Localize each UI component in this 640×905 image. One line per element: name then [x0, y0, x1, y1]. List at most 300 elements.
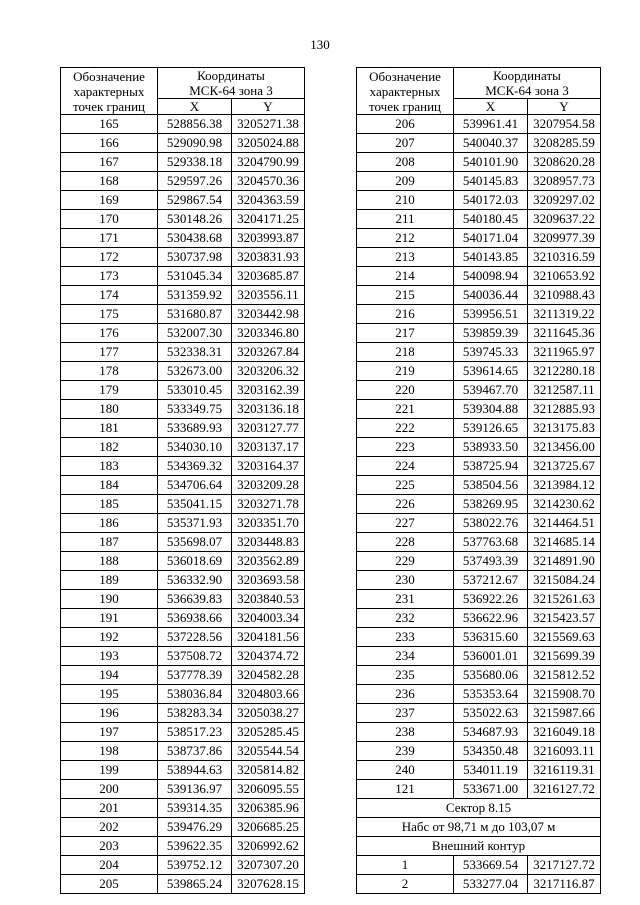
table-row: [357, 134, 601, 153]
x-coordinate: 536922.26: [454, 590, 528, 609]
y-coordinate: 3212280.18: [528, 362, 601, 381]
x-coordinate: 533689.93: [158, 419, 232, 438]
y-coordinate: 3212885.93: [528, 400, 601, 419]
y-coordinate: 3204003.34: [232, 609, 305, 628]
y-coordinate: 3213725.67: [528, 457, 601, 476]
x-coordinate: 529597.26: [158, 172, 232, 191]
point-number: 236: [357, 685, 454, 704]
point-number: 188: [61, 552, 158, 571]
y-coordinate: 3209977.39: [528, 229, 601, 248]
x-coordinate: 532338.31: [158, 343, 232, 362]
y-coordinate: 3208285.59: [528, 134, 601, 153]
y-coordinate: 3217127.72: [528, 856, 601, 875]
point-number: 210: [357, 191, 454, 210]
point-number: 180: [61, 400, 158, 419]
y-coordinate: 3203831.93: [232, 248, 305, 267]
x-header: X: [158, 99, 232, 115]
table-row: [357, 172, 601, 191]
y-coordinate: 3215812.52: [528, 666, 601, 685]
x-coordinate: 538725.94: [454, 457, 528, 476]
point-number: 173: [61, 267, 158, 286]
point-number: 234: [357, 647, 454, 666]
table-row: [61, 514, 305, 533]
x-coordinate: 535680.06: [454, 666, 528, 685]
y-coordinate: 3216127.72: [528, 780, 601, 799]
sector-label: Сектор 8.15: [357, 799, 601, 818]
table-row: [357, 666, 601, 685]
table-row: [357, 704, 601, 723]
x-coordinate: 533349.75: [158, 400, 232, 419]
table-row: [357, 419, 601, 438]
point-number: 193: [61, 647, 158, 666]
point-number: 192: [61, 628, 158, 647]
table-row: [61, 438, 305, 457]
table-row: [357, 229, 601, 248]
table-row: [61, 172, 305, 191]
point-number: 205: [61, 875, 158, 894]
x-coordinate: 538737.86: [158, 742, 232, 761]
table-row: [357, 191, 601, 210]
y-coordinate: 3207954.58: [528, 115, 601, 134]
y-coordinate: 3214891.90: [528, 552, 601, 571]
x-coordinate: 533669.54: [454, 856, 528, 875]
y-coordinate: 3205024.88: [232, 134, 305, 153]
table-row: [357, 115, 601, 134]
y-coordinate: 3208957.73: [528, 172, 601, 191]
x-coordinate: 531359.92: [158, 286, 232, 305]
table-row: [357, 381, 601, 400]
y-coordinate: 3203267.84: [232, 343, 305, 362]
point-number: 184: [61, 476, 158, 495]
x-coordinate: 535041.15: [158, 495, 232, 514]
point-number: 212: [357, 229, 454, 248]
x-coordinate: 534011.19: [454, 761, 528, 780]
x-coordinate: 534030.10: [158, 438, 232, 457]
y-coordinate: 3207307.20: [232, 856, 305, 875]
y-coordinate: 3210988.43: [528, 286, 601, 305]
point-number: 216: [357, 305, 454, 324]
x-coordinate: 534706.64: [158, 476, 232, 495]
point-number: 1: [357, 856, 454, 875]
table-row: [357, 761, 601, 780]
y-coordinate: 3210653.92: [528, 267, 601, 286]
point-number: 197: [61, 723, 158, 742]
point-number: 222: [357, 419, 454, 438]
point-header-line1: Обозначение: [369, 68, 441, 84]
point-number: 171: [61, 229, 158, 248]
y-coordinate: 3215987.66: [528, 704, 601, 723]
y-coordinate: 3205544.54: [232, 742, 305, 761]
point-number: 223: [357, 438, 454, 457]
x-coordinate: 532673.00: [158, 362, 232, 381]
y-coordinate: 3211645.36: [528, 324, 601, 343]
coords-header: Координаты: [158, 68, 305, 84]
point-number: 2: [357, 875, 454, 894]
point-number: 187: [61, 533, 158, 552]
point-number: 121: [357, 780, 454, 799]
x-coordinate: 539622.35: [158, 837, 232, 856]
y-coordinate: 3214685.14: [528, 533, 601, 552]
y-coordinate: 3209297.02: [528, 191, 601, 210]
x-coordinate: 534369.32: [158, 457, 232, 476]
contour-table-body: [357, 856, 601, 894]
point-number: 168: [61, 172, 158, 191]
x-coordinate: 540036.44: [454, 286, 528, 305]
point-number: 229: [357, 552, 454, 571]
x-coordinate: 539126.65: [454, 419, 528, 438]
x-coordinate: 539467.70: [454, 381, 528, 400]
table-row: [357, 476, 601, 495]
point-number: 203: [61, 837, 158, 856]
table-row: [61, 153, 305, 172]
table-row: [357, 571, 601, 590]
point-number: 206: [357, 115, 454, 134]
x-coordinate: 536639.83: [158, 590, 232, 609]
y-coordinate: 3203840.53: [232, 590, 305, 609]
y-coordinate: 3212587.11: [528, 381, 601, 400]
point-number: 195: [61, 685, 158, 704]
x-coordinate: 536938.66: [158, 609, 232, 628]
x-coordinate: 534350.48: [454, 742, 528, 761]
y-coordinate: 3211319.22: [528, 305, 601, 324]
point-number: 178: [61, 362, 158, 381]
y-header: Y: [528, 99, 601, 115]
table-row: [357, 153, 601, 172]
y-coordinate: 3203346.80: [232, 324, 305, 343]
point-number: 225: [357, 476, 454, 495]
y-coordinate: 3204582.28: [232, 666, 305, 685]
x-coordinate: 538022.76: [454, 514, 528, 533]
point-number: 221: [357, 400, 454, 419]
y-coordinate: 3203162.39: [232, 381, 305, 400]
x-coordinate: 531680.87: [158, 305, 232, 324]
coordinates-table-right: [356, 67, 601, 894]
table-row: [357, 875, 601, 894]
point-number: 227: [357, 514, 454, 533]
table-row: [61, 495, 305, 514]
x-coordinate: 537212.67: [454, 571, 528, 590]
point-number: 230: [357, 571, 454, 590]
y-coordinate: 3203556.11: [232, 286, 305, 305]
y-coordinate: 3211965.97: [528, 343, 601, 362]
y-coordinate: 3203206.32: [232, 362, 305, 381]
y-coordinate: 3205038.27: [232, 704, 305, 723]
x-coordinate: 537778.39: [158, 666, 232, 685]
y-coordinate: 3215423.57: [528, 609, 601, 628]
point-number: 185: [61, 495, 158, 514]
x-coordinate: 536315.60: [454, 628, 528, 647]
x-coordinate: 536332.90: [158, 571, 232, 590]
y-coordinate: 3203209.28: [232, 476, 305, 495]
x-coordinate: 539865.24: [158, 875, 232, 894]
y-coordinate: 3203137.17: [232, 438, 305, 457]
x-coordinate: 538504.56: [454, 476, 528, 495]
y-coordinate: 3210316.59: [528, 248, 601, 267]
point-number: 217: [357, 324, 454, 343]
table-row: [357, 742, 601, 761]
right-table-sector: [357, 799, 601, 856]
table-row: [61, 362, 305, 381]
x-coordinate: 538933.50: [454, 438, 528, 457]
point-number: 218: [357, 343, 454, 362]
x-coordinate: 540098.94: [454, 267, 528, 286]
y-coordinate: 3209637.22: [528, 210, 601, 229]
table-row: [61, 305, 305, 324]
x-coordinate: 539614.65: [454, 362, 528, 381]
point-number: 231: [357, 590, 454, 609]
x-coordinate: 536001.01: [454, 647, 528, 666]
y-coordinate: 3205814.82: [232, 761, 305, 780]
y-coordinate: 3213175.83: [528, 419, 601, 438]
x-coordinate: 532007.30: [158, 324, 232, 343]
system-header: МСК-64 зона 3: [158, 83, 305, 99]
x-coordinate: 533671.00: [454, 780, 528, 799]
x-coordinate: 529338.18: [158, 153, 232, 172]
height-label: Набс от 98,71 м до 103,07 м: [357, 818, 601, 837]
point-number: 172: [61, 248, 158, 267]
point-number: 174: [61, 286, 158, 305]
table-row: [61, 381, 305, 400]
point-number: 202: [61, 818, 158, 837]
table-row: [61, 419, 305, 438]
x-coordinate: 529090.98: [158, 134, 232, 153]
table-row: [61, 666, 305, 685]
x-coordinate: 539476.29: [158, 818, 232, 837]
point-number: 167: [61, 153, 158, 172]
table-row: [357, 400, 601, 419]
point-header-line1: Обозначение: [73, 68, 145, 84]
table-row: [61, 818, 305, 837]
y-coordinate: 3216093.11: [528, 742, 601, 761]
x-coordinate: 537763.68: [454, 533, 528, 552]
table-row: [357, 343, 601, 362]
point-number: 220: [357, 381, 454, 400]
table-row: [61, 457, 305, 476]
y-coordinate: 3204803.66: [232, 685, 305, 704]
point-number: 208: [357, 153, 454, 172]
table-row: [357, 457, 601, 476]
y-coordinate: 3213456.00: [528, 438, 601, 457]
table-row: [357, 438, 601, 457]
y-coordinate: 3204171.25: [232, 210, 305, 229]
point-number: 179: [61, 381, 158, 400]
point-number: 239: [357, 742, 454, 761]
left-table-body: [61, 115, 305, 894]
coordinates-table-left: [60, 67, 305, 894]
point-number: 204: [61, 856, 158, 875]
point-number: 213: [357, 248, 454, 267]
table-row: [357, 514, 601, 533]
point-number: 183: [61, 457, 158, 476]
y-coordinate: 3206095.55: [232, 780, 305, 799]
table-row: [357, 628, 601, 647]
table-row: [357, 533, 601, 552]
y-coordinate: 3203164.37: [232, 457, 305, 476]
y-coordinate: 3203685.87: [232, 267, 305, 286]
table-row: [61, 780, 305, 799]
point-number: 215: [357, 286, 454, 305]
y-coordinate: 3203562.89: [232, 552, 305, 571]
x-coordinate: 538517.23: [158, 723, 232, 742]
table-row: [357, 609, 601, 628]
table-row: [61, 856, 305, 875]
y-coordinate: 3206385.96: [232, 799, 305, 818]
table-row: [61, 286, 305, 305]
x-coordinate: 535353.64: [454, 685, 528, 704]
table-row: [61, 248, 305, 267]
x-coordinate: 536622.96: [454, 609, 528, 628]
y-coordinate: 3203271.78: [232, 495, 305, 514]
table-row: [61, 628, 305, 647]
x-header: X: [454, 99, 528, 115]
point-number: 232: [357, 609, 454, 628]
x-coordinate: 539136.97: [158, 780, 232, 799]
table-row: [357, 305, 601, 324]
table-row: [61, 476, 305, 495]
x-coordinate: 535371.93: [158, 514, 232, 533]
table-row: [61, 742, 305, 761]
x-coordinate: 539745.33: [454, 343, 528, 362]
x-coordinate: 530438.68: [158, 229, 232, 248]
x-coordinate: 538944.63: [158, 761, 232, 780]
point-number: 211: [357, 210, 454, 229]
x-coordinate: 537508.72: [158, 647, 232, 666]
point-number: 198: [61, 742, 158, 761]
table-row: [61, 267, 305, 286]
point-number: 199: [61, 761, 158, 780]
point-number: 240: [357, 761, 454, 780]
x-coordinate: 540171.04: [454, 229, 528, 248]
y-coordinate: 3215084.24: [528, 571, 601, 590]
x-coordinate: 537228.56: [158, 628, 232, 647]
x-coordinate: 540180.45: [454, 210, 528, 229]
point-number: 235: [357, 666, 454, 685]
x-coordinate: 530148.26: [158, 210, 232, 229]
x-coordinate: 538283.34: [158, 704, 232, 723]
y-coordinate: 3213984.12: [528, 476, 601, 495]
table-row: [61, 210, 305, 229]
point-number: 166: [61, 134, 158, 153]
point-number: 186: [61, 514, 158, 533]
y-coordinate: 3203448.83: [232, 533, 305, 552]
x-coordinate: 533277.04: [454, 875, 528, 894]
contour-label: Внешний контур: [357, 837, 601, 856]
y-coordinate: 3214230.62: [528, 495, 601, 514]
y-coordinate: 3216049.18: [528, 723, 601, 742]
table-row: [61, 533, 305, 552]
table-row: [357, 856, 601, 875]
point-number: 177: [61, 343, 158, 362]
y-coordinate: 3214464.51: [528, 514, 601, 533]
y-header: Y: [232, 99, 305, 115]
table-row: [61, 837, 305, 856]
table-row: [61, 400, 305, 419]
point-number: 224: [357, 457, 454, 476]
y-coordinate: 3205271.38: [232, 115, 305, 134]
table-row: [357, 723, 601, 742]
y-coordinate: 3215699.39: [528, 647, 601, 666]
x-coordinate: 534687.93: [454, 723, 528, 742]
point-number: 189: [61, 571, 158, 590]
point-number: 214: [357, 267, 454, 286]
y-coordinate: 3203442.98: [232, 305, 305, 324]
y-coordinate: 3203127.77: [232, 419, 305, 438]
y-coordinate: 3204790.99: [232, 153, 305, 172]
point-number: 209: [357, 172, 454, 191]
point-number: 194: [61, 666, 158, 685]
x-coordinate: 528856.38: [158, 115, 232, 134]
table-row: [357, 286, 601, 305]
table-row: [61, 704, 305, 723]
table-row: [61, 191, 305, 210]
y-coordinate: 3208620.28: [528, 153, 601, 172]
table-row: [61, 343, 305, 362]
table-row: [61, 590, 305, 609]
table-row: [61, 134, 305, 153]
point-number: 237: [357, 704, 454, 723]
table-row: [357, 267, 601, 286]
table-row: [61, 115, 305, 134]
table-row: [357, 780, 601, 799]
point-header-line2: характерных: [369, 83, 441, 99]
table-row: [61, 609, 305, 628]
table-row: [61, 799, 305, 818]
point-number: 190: [61, 590, 158, 609]
y-coordinate: 3203693.58: [232, 571, 305, 590]
x-coordinate: 539304.88: [454, 400, 528, 419]
x-coordinate: 531045.34: [158, 267, 232, 286]
table-row: [61, 552, 305, 571]
x-coordinate: 540101.90: [454, 153, 528, 172]
x-coordinate: 539314.35: [158, 799, 232, 818]
table-row: [357, 248, 601, 267]
point-number: 169: [61, 191, 158, 210]
y-coordinate: 3204363.59: [232, 191, 305, 210]
x-coordinate: 538036.84: [158, 685, 232, 704]
y-coordinate: 3206685.25: [232, 818, 305, 837]
x-coordinate: 540145.83: [454, 172, 528, 191]
point-number: 196: [61, 704, 158, 723]
y-coordinate: 3204181.56: [232, 628, 305, 647]
table-row: [61, 571, 305, 590]
table-row: [61, 875, 305, 894]
y-coordinate: 3207628.15: [232, 875, 305, 894]
point-header-line3: точек границ: [72, 98, 146, 114]
x-coordinate: 539956.51: [454, 305, 528, 324]
system-header: МСК-64 зона 3: [454, 83, 601, 99]
x-coordinate: 537493.39: [454, 552, 528, 571]
table-row: [357, 324, 601, 343]
point-number: 226: [357, 495, 454, 514]
table-row: [61, 229, 305, 248]
y-coordinate: 3203993.87: [232, 229, 305, 248]
y-coordinate: 3204570.36: [232, 172, 305, 191]
point-number: 219: [357, 362, 454, 381]
x-coordinate: 540143.85: [454, 248, 528, 267]
right-table-body: [357, 115, 601, 799]
y-coordinate: 3217116.87: [528, 875, 601, 894]
page-number: 130: [310, 37, 330, 52]
x-coordinate: 535698.07: [158, 533, 232, 552]
x-coordinate: 539752.12: [158, 856, 232, 875]
x-coordinate: 539961.41: [454, 115, 528, 134]
y-coordinate: 3216119.31: [528, 761, 601, 780]
point-number: 181: [61, 419, 158, 438]
y-coordinate: 3206992.62: [232, 837, 305, 856]
x-coordinate: 539859.39: [454, 324, 528, 343]
point-header-line2: характерных: [73, 83, 145, 99]
table-row: [61, 761, 305, 780]
